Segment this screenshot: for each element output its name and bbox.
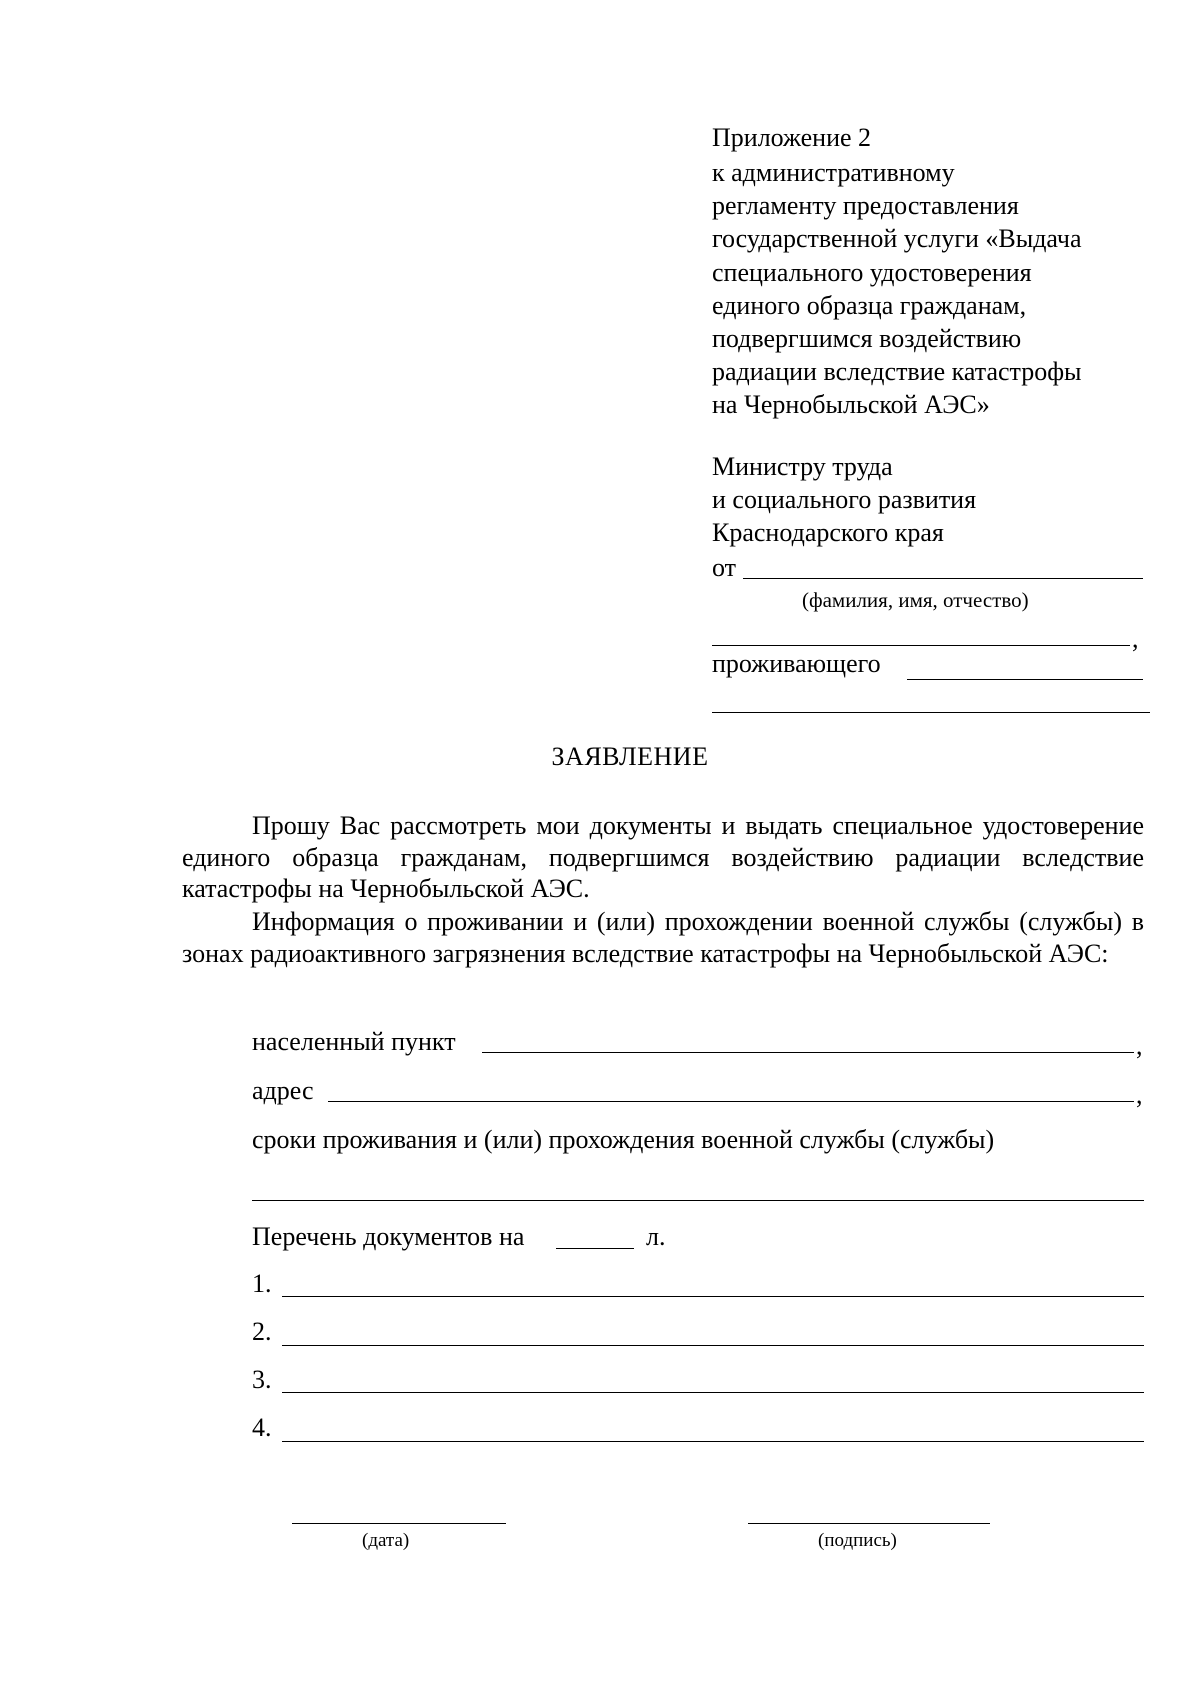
appendix-line: государственной услуги «Выдача	[712, 224, 1082, 253]
signature-line[interactable]	[748, 1523, 990, 1524]
body-paragraph-2	[182, 906, 1144, 969]
settlement-label: населенный пункт	[252, 1027, 456, 1056]
paragraph-1-text: Прошу Вас рассмотреть мои документы и выдать специальное удостоверение единого образца гражданам, подвергшимся воздействию радиации вследствие катастрофы на Чернобыльской АЭС.	[182, 811, 1144, 903]
from-label: от	[712, 553, 737, 582]
appendix-line: подвергшимся воздействию	[712, 324, 1022, 353]
terms-line[interactable]	[252, 1200, 1144, 1201]
residing-line[interactable]	[907, 679, 1143, 680]
pages-count-line[interactable]	[556, 1248, 634, 1249]
document-line-1[interactable]	[282, 1296, 1144, 1297]
date-caption: (дата)	[362, 1530, 410, 1551]
fio-continuation-line[interactable]	[712, 645, 1130, 646]
settlement-line[interactable]	[482, 1052, 1134, 1053]
appendix-line: Приложение 2	[712, 123, 872, 152]
appendix-line: радиации вследствие катастрофы	[712, 357, 1082, 386]
document-number: 2.	[252, 1317, 272, 1346]
appendix-line: единого образца гражданам,	[712, 291, 1027, 320]
body-paragraph-1	[182, 810, 1144, 905]
addressee-line: и социального развития	[712, 485, 977, 514]
fio-caption: (фамилия, имя, отчество)	[802, 588, 1029, 612]
fio-comma: ,	[1132, 624, 1139, 653]
documents-list-label: Перечень документов на	[252, 1222, 525, 1251]
address-comma: ,	[1136, 1080, 1143, 1109]
terms-label: сроки проживания и (или) прохождения военной службы (службы)	[252, 1125, 995, 1154]
appendix-line: на Чернобыльской АЭС»	[712, 390, 990, 419]
residing-label: проживающего	[712, 649, 881, 678]
document-line-4[interactable]	[282, 1441, 1144, 1442]
document-number: 1.	[252, 1269, 272, 1298]
document-number: 3.	[252, 1365, 272, 1394]
address-line[interactable]	[328, 1101, 1134, 1102]
document-title: ЗАЯВЛЕНИЕ	[551, 742, 709, 771]
paragraph-2-text: Информация о проживании и (или) прохождении военной службы (службы) в зонах радиоактивного загрязнения вследствие катастрофы на Чернобыльской АЭС:	[182, 907, 1144, 968]
from-fio-line[interactable]	[743, 578, 1143, 579]
appendix-line: специального удостоверения	[712, 258, 1032, 287]
document-number: 4.	[252, 1413, 272, 1442]
appendix-line: к административному	[712, 158, 955, 187]
date-line[interactable]	[292, 1523, 506, 1524]
addressee-line: Краснодарского края	[712, 518, 944, 547]
appendix-line: регламенту предоставления	[712, 191, 1019, 220]
signature-caption: (подпись)	[818, 1530, 897, 1551]
pages-suffix: л.	[646, 1222, 666, 1251]
document-line-3[interactable]	[282, 1392, 1144, 1393]
residing-continuation-line[interactable]	[712, 712, 1150, 713]
address-label: адрес	[252, 1076, 314, 1105]
settlement-comma: ,	[1136, 1031, 1143, 1060]
document-line-2[interactable]	[282, 1345, 1144, 1346]
addressee-line: Министру труда	[712, 452, 893, 481]
